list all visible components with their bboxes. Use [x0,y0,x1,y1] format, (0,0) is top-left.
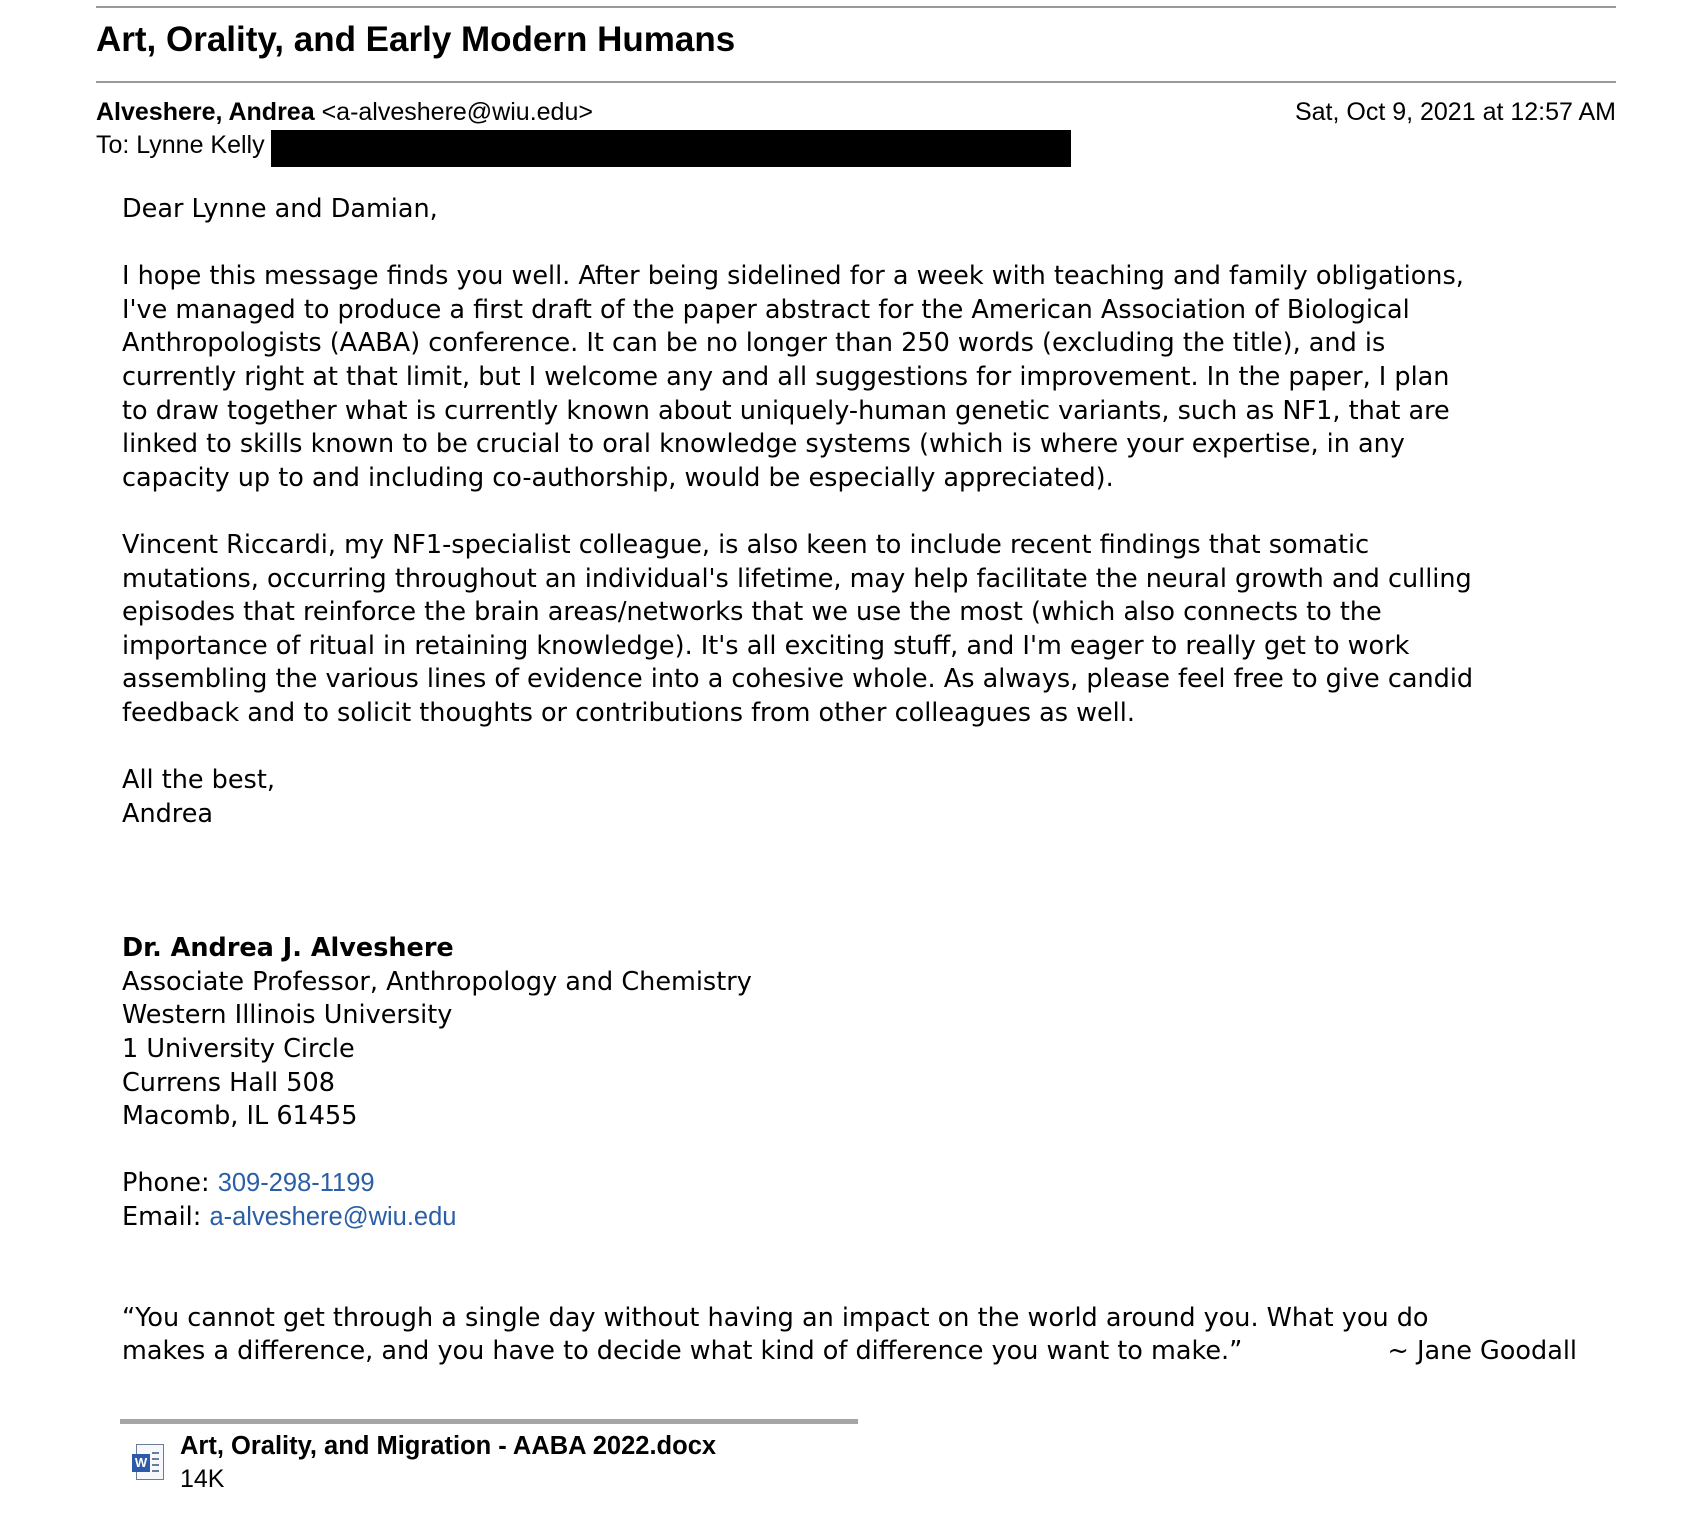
quote-line-1: “You cannot get through a single day without having an impact on the world around you. What you do [122,1302,1429,1333]
paragraph-line: Anthropologists (AABA) conference. It can be no longer than 250 words (excluding the title), and is [122,328,1386,359]
closing: All the best, [122,765,275,796]
sender-name: Alveshere, Andrea [96,98,315,126]
body-paragraph-2 [122,529,1602,731]
attachment-info [180,1432,716,1494]
top-divider [96,6,1616,8]
header-divider [96,81,1616,83]
email-link[interactable]: a-alveshere@wiu.edu [209,1203,457,1232]
email-line [122,1201,1602,1235]
signature-address-line: Macomb, IL 61455 [122,1101,358,1132]
paragraph-line: I hope this message finds you well. After being sidelined for a week with teaching and family obligations, [122,261,1464,292]
signature-title: Associate Professor, Anthropology and Chemistry [122,966,752,997]
attachment-divider [120,1419,858,1424]
attachment-filename[interactable]: Art, Orality, and Migration - AABA 2022.docx [180,1432,717,1460]
paragraph-line: mutations, occurring throughout an individual's lifetime, may help facilitate the neural growth and culling [122,563,1472,594]
attachment[interactable] [132,1432,716,1494]
phone-line [122,1167,1602,1201]
signature-block [122,932,1602,1369]
recipient-label: To: Lynne Kelly [96,131,265,159]
signature-address-line: 1 University Circle [122,1034,355,1065]
email-subject: Art, Orality, and Early Modern Humans [96,20,736,59]
paragraph-line: feedback and to solicit thoughts or contributions from other colleagues as well. [122,697,1135,728]
phone-label: Phone: [122,1168,218,1199]
signature-name: Dr. Andrea J. Alveshere [122,933,454,964]
body-paragraph-1 [122,260,1602,495]
email-date: Sat, Oct 9, 2021 at 12:57 AM [1294,98,1616,126]
paragraph-line: Vincent Riccardi, my NF1-specialist colleague, is also keen to include recent findings that somatic [122,529,1370,560]
signature-institution: Western Illinois University [122,1000,453,1031]
paragraph-line: importance of ritual in retaining knowledge). It's all exciting stuff, and I'm eager to really get to work [122,630,1410,661]
paragraph-line: currently right at that limit, but I welcome any and all suggestions for improvement. In the paper, I plan [122,361,1450,392]
paragraph-line: linked to skills known to be crucial to oral knowledge systems (which is where your expertise, in any [122,429,1405,460]
paragraph-line: capacity up to and including co-authorship, would be especially appreciated). [122,462,1114,493]
signature-address-line: Currens Hall 508 [122,1067,335,1098]
closing-name: Andrea [122,798,214,829]
paragraph-line: I've managed to produce a first draft of the paper abstract for the American Association of Biological [122,294,1410,325]
quote-line-2 [122,1335,1577,1369]
paragraph-line: to draw together what is currently known about uniquely-human genetic variants, such as NF1, that are [122,395,1450,426]
recipient-line [96,131,1071,167]
sender [96,98,593,127]
paragraph-line: assembling the various lines of evidence into a cohesive whole. As always, please feel free to give candid [122,664,1474,695]
attachment-size: 14K [180,1465,225,1493]
phone-link[interactable]: 309-298-1199 [217,1169,375,1198]
email-label: Email: [122,1202,210,1233]
email-body [122,193,1602,1369]
word-document-icon[interactable]: W [132,1444,164,1482]
quote-text: makes a difference, and you have to decide what kind of difference you want to make.” [122,1336,1243,1367]
quote-author: ~ Jane Goodall [1387,1336,1577,1367]
greeting: Dear Lynne and Damian, [122,194,438,224]
paragraph-line: episodes that reinforce the brain areas/networks that we use the most (which also connects to the [122,597,1382,628]
redaction-bar [271,130,1071,167]
sender-address[interactable]: <a-alveshere@wiu.edu> [321,98,593,126]
